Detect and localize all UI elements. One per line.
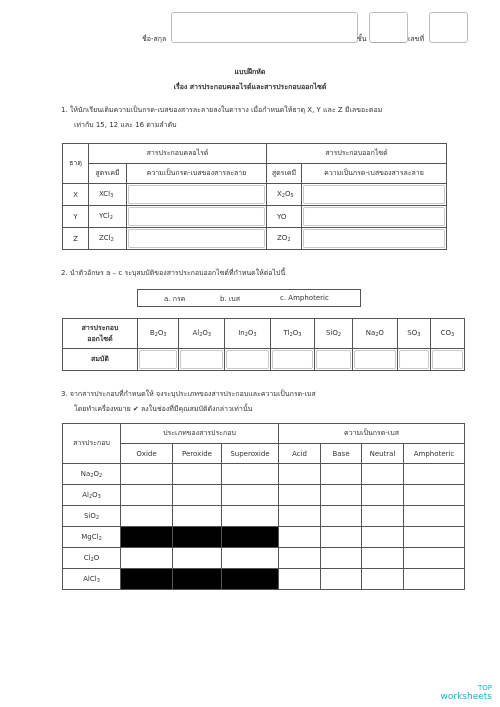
q2-answer-input[interactable]: [226, 350, 268, 369]
q1-oxide-formula: $X_2O_5$: [267, 184, 302, 206]
q3-check-cell[interactable]: [121, 485, 173, 506]
q3-check-cell[interactable]: [173, 548, 222, 569]
q3-check-cell[interactable]: [222, 485, 279, 506]
q3-check-cell[interactable]: [404, 485, 465, 506]
q2-compound: $Al_2O_3$: [179, 319, 225, 349]
q1-element: Z: [63, 228, 89, 250]
q1-answer-input[interactable]: [303, 185, 445, 204]
q3-text-line2: โดยทำเครื่องหมาย ✔ ลงในช่องที่มีคุณสมบัติดังกล่าวเท่านั้น: [74, 405, 253, 413]
number-label: เลขที่: [408, 35, 425, 43]
q2-option-b: b. เบส: [220, 295, 241, 303]
q3-compound: AlCl$_3$: [63, 569, 121, 590]
q1-sub-acidity-oxide: ความเป็นกรด-เบสของสารละลาย: [302, 164, 447, 184]
q2-options-box: [137, 289, 361, 307]
q3-check-cell[interactable]: [222, 506, 279, 527]
q2-option-a: a. กรด: [164, 295, 186, 303]
q2-header: สารประกอบ ออกไซด์: [63, 319, 138, 349]
q3-col-base: Base: [321, 444, 362, 464]
q2-text: 2. นำตัวอักษร a – c ระบุสมบัติของสารประกอบออกไซด์ที่กำหนดให้ต่อไปนี้: [61, 269, 286, 277]
q2-compound: $In_2O_3$: [225, 319, 270, 349]
q2-answer-input[interactable]: [180, 350, 223, 369]
class-dotline: [372, 42, 405, 43]
q2-answer-input[interactable]: [399, 350, 429, 369]
q2-answer-input[interactable]: [354, 350, 396, 369]
q1-sub-formula-oxide: สูตรเคมี: [267, 164, 302, 184]
q3-check-cell[interactable]: [321, 548, 362, 569]
q1-answer-cell: [127, 228, 267, 250]
q3-check-cell[interactable]: [121, 548, 173, 569]
q3-check-cell[interactable]: [279, 527, 321, 548]
q3-text-line1: 3. จากสารประกอบที่กำหนดให้ จงระบุประเภทของสารประกอบและความเป็นกรด-เบส: [61, 390, 316, 398]
q3-compound: MgCl$_2$: [63, 527, 121, 548]
q3-table: [62, 423, 465, 590]
q1-answer-cell: [302, 228, 447, 250]
q3-check-cell[interactable]: [279, 506, 321, 527]
q3-check-cell[interactable]: [173, 485, 222, 506]
q1-answer-input[interactable]: [303, 229, 445, 248]
q2-answer-input[interactable]: [139, 350, 177, 369]
q3-col-superoxide: Superoxide: [222, 444, 279, 464]
q3-check-cell[interactable]: [362, 485, 404, 506]
q3-check-cell[interactable]: [404, 506, 465, 527]
q3-check-cell[interactable]: [362, 506, 404, 527]
q2-option-c: c. Amphoteric: [280, 294, 329, 302]
q2-answer-cell: [179, 349, 225, 371]
q3-col-amphoteric: Amphoteric: [404, 444, 465, 464]
q3-check-cell[interactable]: [279, 548, 321, 569]
q2-answer-cell: [430, 349, 464, 371]
q3-blocked-cell: [222, 527, 279, 548]
q1-answer-input[interactable]: [128, 207, 265, 226]
class-input[interactable]: [369, 12, 408, 43]
q1-element: Y: [63, 206, 89, 228]
q3-check-cell[interactable]: [321, 464, 362, 485]
q2-answer-cell: [352, 349, 397, 371]
topworksheets-logo: TOP worksheets: [440, 684, 492, 702]
q2-compound: SiO$_2$: [315, 319, 353, 349]
q3-compound: $Cl_2O$: [63, 548, 121, 569]
q1-text-line2: เท่ากับ 15, 12 และ 16 ตามลำดับ: [74, 121, 177, 129]
q1-sub-acidity-chloride: ความเป็นกรด-เบสของสารละลาย: [127, 164, 267, 184]
q3-check-cell[interactable]: [279, 569, 321, 590]
q1-element: X: [63, 184, 89, 206]
q3-check-cell[interactable]: [362, 548, 404, 569]
q3-check-cell[interactable]: [222, 548, 279, 569]
name-input[interactable]: [171, 12, 358, 43]
q1-answer-input[interactable]: [128, 229, 265, 248]
q2-compound: $SO_3$: [397, 319, 430, 349]
q3-group-acidity: ความเป็นกรด-เบส: [279, 424, 465, 444]
q3-check-cell[interactable]: [404, 569, 465, 590]
q3-check-cell[interactable]: [404, 464, 465, 485]
name-label: ชื่อ-สกุล: [142, 35, 167, 43]
q2-answer-cell: [397, 349, 430, 371]
q3-check-cell[interactable]: [222, 464, 279, 485]
q3-compound: SiO$_2$: [63, 506, 121, 527]
q1-answer-input[interactable]: [128, 185, 265, 204]
q3-check-cell[interactable]: [321, 527, 362, 548]
class-label: ชั้น: [357, 35, 367, 43]
q1-answer-cell: [302, 184, 447, 206]
number-input[interactable]: [429, 12, 468, 43]
q3-check-cell[interactable]: [321, 506, 362, 527]
q3-compound: $Al_2O_3$: [63, 485, 121, 506]
q1-group-oxide: สารประกอบออกไซด์: [267, 144, 447, 164]
q2-compound: $B_2O_3$: [138, 319, 179, 349]
worksheet-subtitle: เรื่อง สารประกอบคลอไรด์และสารประกอบออกไซด์: [173, 83, 327, 91]
q2-answer-cell: [270, 349, 315, 371]
q3-check-cell[interactable]: [321, 485, 362, 506]
q3-check-cell[interactable]: [321, 569, 362, 590]
q1-chloride-formula: XCl$_3$: [89, 184, 127, 206]
q2-answer-input[interactable]: [272, 350, 314, 369]
worksheet-title: แบบฝึกหัด: [234, 68, 266, 76]
q2-answer-cell: [225, 349, 270, 371]
q2-answer-cell: [315, 349, 353, 371]
q3-blocked-cell: [121, 569, 173, 590]
q1-answer-cell: [127, 184, 267, 206]
q1-sub-formula-chloride: สูตรเคมี: [89, 164, 127, 184]
q3-check-cell[interactable]: [404, 527, 465, 548]
q1-table: [62, 143, 447, 250]
q3-check-cell[interactable]: [121, 464, 173, 485]
q3-check-cell[interactable]: [173, 506, 222, 527]
q1-answer-cell: [302, 206, 447, 228]
q2-answer-input[interactable]: [432, 350, 463, 369]
q1-chloride-formula: YCl$_2$: [89, 206, 127, 228]
q1-answer-input[interactable]: [303, 207, 445, 226]
q1-oxide-formula: YO: [267, 206, 302, 228]
q1-text-line1: 1. ให้นักเรียนเติมความเป็นกรด-เบสของสารละลายลงในตาราง เมื่อกำหนดให้ธาตุ X, Y และ Z มีเลขอะตอม: [61, 106, 383, 114]
q3-group-type: ประเภทของสารประกอบ: [121, 424, 279, 444]
q2-table: [62, 318, 465, 371]
q1-answer-cell: [127, 206, 267, 228]
q3-col-acid: Acid: [279, 444, 321, 464]
q3-blocked-cell: [121, 527, 173, 548]
q1-oxide-formula: $ZO_2$: [267, 228, 302, 250]
q1-col-element: ธาตุ: [63, 144, 89, 184]
q3-check-cell[interactable]: [279, 485, 321, 506]
q3-check-cell[interactable]: [404, 548, 465, 569]
q2-answer-cell: [138, 349, 179, 371]
q2-compound: $Na_2O$: [352, 319, 397, 349]
q3-check-cell[interactable]: [362, 527, 404, 548]
q2-compound: $Tl_2O_3$: [270, 319, 315, 349]
q3-blocked-cell: [173, 569, 222, 590]
q3-check-cell[interactable]: [173, 464, 222, 485]
q3-col-neutral: Neutral: [362, 444, 404, 464]
q3-col-oxide: Oxide: [121, 444, 173, 464]
q3-col-peroxide: Peroxide: [173, 444, 222, 464]
q2-row-label: สมบัติ: [63, 349, 138, 371]
q3-check-cell[interactable]: [121, 506, 173, 527]
q3-check-cell[interactable]: [279, 464, 321, 485]
q3-blocked-cell: [222, 569, 279, 590]
q3-blocked-cell: [173, 527, 222, 548]
q3-check-cell[interactable]: [362, 464, 404, 485]
q3-compound: $Na_2O_2$: [63, 464, 121, 485]
q3-check-cell[interactable]: [362, 569, 404, 590]
q2-answer-input[interactable]: [316, 350, 351, 369]
q2-compound: $CO_3$: [430, 319, 464, 349]
q1-group-chloride: สารประกอบคลอไรด์: [89, 144, 267, 164]
q1-chloride-formula: ZCl$_2$: [89, 228, 127, 250]
q3-col-compound: สารประกอบ: [63, 424, 121, 464]
